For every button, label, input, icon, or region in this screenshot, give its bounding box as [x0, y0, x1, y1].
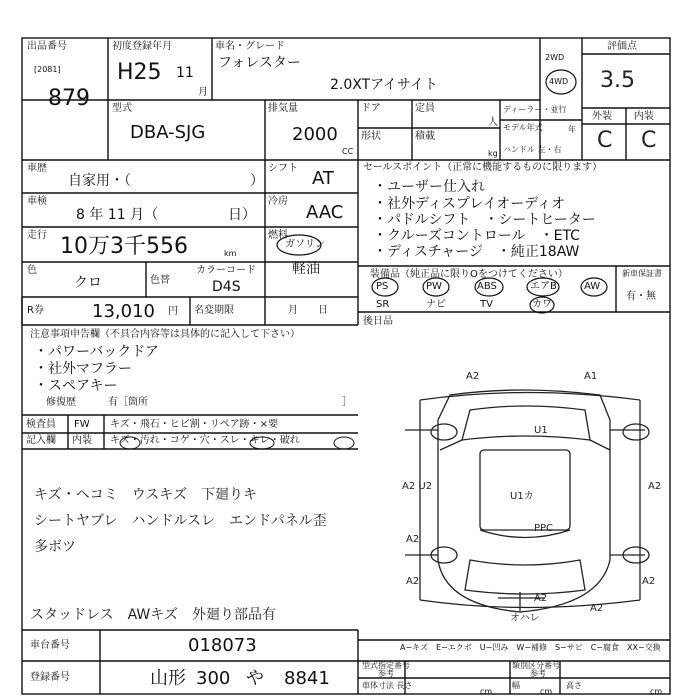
equip-tv: TV [480, 299, 493, 310]
repair-value: 有［箇所 [108, 397, 148, 408]
exterior-label: 外装 [592, 111, 612, 122]
inspection-day: 日） [228, 207, 256, 223]
color-change-label: 色替 [150, 275, 170, 286]
year-unit: 年 [568, 125, 576, 134]
title-expiry-value: 月 日 [288, 305, 328, 316]
rear-label: 後日品 [363, 316, 393, 327]
color-label: 色 [27, 265, 37, 276]
fuel-gas: ガソリン [285, 239, 325, 250]
diagram-mark: オハレ [510, 613, 540, 624]
width-label: 幅 [512, 681, 520, 690]
notes-header: 注意事項申告欄（不具合内容等は具体的に記入して下さい） [30, 329, 300, 340]
equip-navi: ナビ [426, 299, 446, 310]
exterior-grade: C [597, 128, 613, 153]
model-year-label: モデル年式 [503, 123, 543, 132]
title-expiry-label: 名変期限 [194, 305, 234, 316]
eval-label: 評価点 [607, 41, 637, 52]
inspection-label: 車検 [27, 196, 47, 207]
reg-month: 11 [176, 65, 194, 81]
sales-point-item: ・ディスチャージ ・純正18AW [373, 244, 580, 260]
dealer-label: ディーラー・並行 [503, 105, 567, 114]
handwritten-note: 多ボツ [34, 539, 76, 555]
diagram-mark: A2 [406, 576, 420, 587]
note-item: ・パワーバックドア [34, 344, 159, 360]
model-label: 型式 [112, 103, 132, 114]
ac-label: 冷房 [268, 196, 288, 207]
fw-label: FW [74, 419, 90, 430]
inspection-value: 8 年 11 月（ [76, 207, 159, 223]
cm-unit: cm [650, 687, 663, 696]
door-label: ドア [361, 103, 381, 114]
equip-pw: PW [426, 281, 442, 292]
sales-point-item: ・クルーズコントロール ・ETC [373, 228, 580, 244]
color-value: クロ [74, 275, 102, 291]
interior-insp-text: キズ・汚れ・コゲ・穴・スレ・キレ・破れ [110, 435, 300, 446]
shift-label: シフト [268, 163, 298, 174]
fuel-diesel: 軽油 [292, 261, 320, 277]
diagram-mark: A2 U2 [402, 481, 433, 492]
sales-point-item: ・社外ディスプレイオーディオ [373, 196, 566, 212]
mileage-unit: km [224, 249, 237, 258]
displacement-label: 排気量 [268, 103, 298, 114]
mileage-value: 10万3千556 [60, 234, 188, 259]
displacement-unit: CC [342, 147, 354, 156]
name-label: 車名・グレード [215, 41, 285, 52]
warranty-value: 有・無 [626, 291, 656, 302]
warranty-label: 新車保証書 [622, 269, 662, 278]
recycle-unit: 円 [168, 306, 178, 317]
repair-label: 修復歴 [46, 397, 76, 408]
equip-ps: PS [376, 281, 389, 292]
plate-class: 300 [196, 668, 231, 689]
equip-leather: カワ [532, 299, 552, 310]
diagram-mark: A2 [590, 603, 604, 614]
diagram-mark: A2 [466, 371, 480, 382]
equipment-header: 装備品（純正品に限りOをつけてください） [370, 269, 568, 280]
equip-aw: AW [584, 281, 601, 292]
fuel-label: 燃料 [268, 230, 288, 241]
note-item: ・スペアキー [34, 378, 118, 394]
capacity-label: 定員 [415, 103, 435, 114]
diagram-mark: U1 [534, 425, 548, 436]
displacement-value: 2000 [292, 124, 338, 145]
load-unit: kg [488, 149, 498, 158]
interior-grade: C [641, 128, 657, 153]
handwritten-note: キズ・ヘコミ ウスキズ 下廻りキ [34, 487, 258, 503]
handwritten-note: シートヤブレ ハンドルスレ エンドパネル歪 [34, 513, 327, 529]
equip-airbag: エアB [530, 281, 557, 292]
plate-kana: や [246, 668, 264, 689]
drive-2wd: 2WD [545, 53, 565, 62]
ref-label: 参考 [530, 669, 546, 678]
equip-sr: SR [376, 299, 390, 310]
interior-label: 内装 [634, 111, 654, 122]
color-code-value: D4S [212, 279, 241, 295]
handwritten-note: スタッドレス AWキズ 外廻り部品有 [30, 607, 276, 623]
cm-unit: cm [540, 687, 553, 696]
diagram-mark: A2 [642, 576, 656, 587]
plate-area: 山形 [150, 668, 186, 689]
reg-era-year: H25 [117, 60, 162, 85]
diagram-mark: U1カ [510, 491, 534, 502]
shift-value: AT [312, 168, 334, 189]
height-label: 高さ [566, 681, 582, 690]
repair-close: ］ [342, 397, 352, 408]
model-value: DBA-SJG [130, 122, 206, 143]
class-label: 類別区分番号 [512, 661, 560, 670]
history-value: 自家用・（ [68, 173, 131, 189]
car-name: フォレスター [218, 55, 301, 71]
chassis-value: 018073 [188, 635, 257, 656]
history-label: 車歴 [27, 163, 47, 174]
capacity-unit: 人 [488, 117, 498, 128]
eval-score: 3.5 [600, 68, 635, 93]
type-cert-label: 型式指定番号 [362, 661, 410, 670]
diagram-mark: A2 [648, 481, 662, 492]
inspector-label2: 記入欄 [26, 435, 56, 446]
grade: 2.0XTアイサイト [330, 77, 438, 93]
drive-4wd: 4WD [549, 77, 569, 86]
reg-month-unit: 月 [198, 87, 208, 98]
lot-number: 879 [48, 86, 90, 111]
plate-number: 8841 [284, 668, 330, 689]
chassis-label: 車台番号 [30, 640, 70, 651]
cm-unit: cm [480, 687, 493, 696]
sales-point-item: ・ユーザー仕入れ [373, 179, 485, 195]
sales-points-header: セールスポイント（正常に機能するものに限ります） [363, 162, 603, 173]
ref-label: 参考 [378, 669, 394, 678]
handle-label: ハンドル 左・右 [503, 145, 562, 154]
damage-legend: A−キズ E−エクボ U−凹み W−補修 S−サビ C−腐食 XX−交換 [400, 643, 661, 652]
ac-value: AAC [306, 202, 344, 223]
history-close: ） [250, 173, 264, 189]
sales-point-item: ・パドルシフト ・シートヒーター [373, 212, 596, 228]
fw-text: キズ・飛石・ヒビ割・リペア跡・×要 [110, 419, 278, 430]
lot-label: 出品番号 [27, 41, 67, 52]
length-label: 車体寸法 長さ [362, 681, 413, 690]
reg-label: 初度登録年月 [112, 41, 172, 52]
note-item: ・社外マフラー [34, 361, 132, 377]
diagram-mark: A2 [406, 534, 420, 545]
recycle-label: R券 [27, 305, 44, 316]
interior-insp-label: 内装 [72, 435, 92, 446]
diagram-mark: PPC [534, 523, 554, 534]
mileage-label: 走行 [27, 230, 47, 241]
load-label: 積載 [415, 131, 435, 142]
shape-label: 形状 [361, 131, 381, 142]
lot-sub: [2081] [34, 65, 61, 74]
recycle-value: 13,010 [92, 301, 155, 322]
plate-label: 登録番号 [30, 672, 70, 683]
diagram-mark: A1 [584, 371, 598, 382]
equip-abs: ABS [477, 281, 497, 292]
diagram-mark: A2 [534, 593, 548, 604]
color-code-label: カラーコード [196, 265, 256, 276]
inspector-label1: 検査員 [26, 419, 56, 430]
